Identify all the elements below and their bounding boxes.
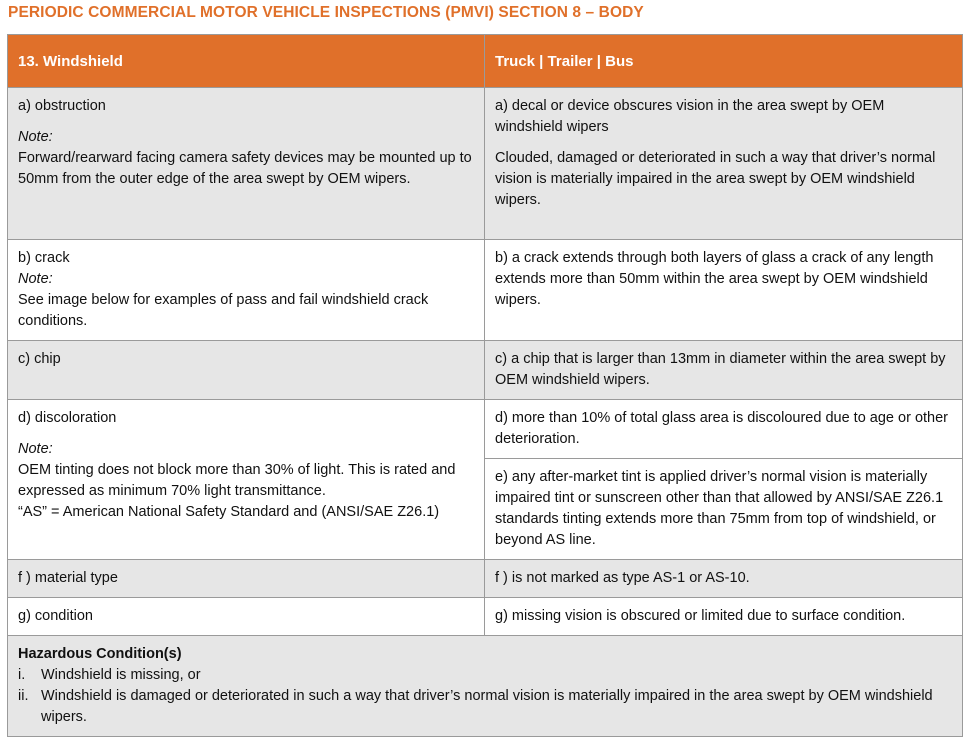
list-item-number: i. (18, 667, 26, 683)
criteria-text: e) any after-market tint is applied driver’s normal vision is materially impaired tint or sunscreen other than that allowed by ANSI/SAE Z26.1 standards tinting extends more than 75mm from top of windshield, or beyond AS line. (495, 469, 944, 548)
item-cell (8, 400, 485, 560)
table-row-discoloration (8, 400, 963, 459)
criteria-text: f ) is not marked as type AS-1 or AS-10. (495, 570, 750, 586)
criteria-text: b) a crack extends through both layers of glass a crack of any length extends more than 50mm within the area swept by OEM windshield wipers. (495, 250, 934, 308)
list-item-number: ii. (18, 688, 29, 704)
note-text: See image below for examples of pass and fail windshield crack conditions. (18, 292, 429, 329)
section-title: PERIODIC COMMERCIAL MOTOR VEHICLE INSPECTIONS (PMVI) SECTION 8 – BODY (8, 4, 644, 21)
criteria-cell (485, 459, 963, 560)
item-label: c) chip (18, 351, 61, 367)
criteria-cell (485, 598, 963, 636)
item-cell (8, 598, 485, 636)
item-label: f ) material type (18, 570, 118, 586)
criteria-cell (485, 400, 963, 459)
table-row-hazardous (8, 636, 963, 737)
note-label: Note: (18, 271, 53, 287)
hazardous-cell (8, 636, 963, 737)
list-item-text: Windshield is missing, or (41, 667, 201, 683)
criteria-text: d) more than 10% of total glass area is discoloured due to age or other deterioration. (495, 410, 948, 447)
criteria-text: Clouded, damaged or deteriorated in such a way that driver’s normal vision is materially impaired in the area swept by OEM windshield wipers. (495, 150, 936, 208)
table-row-chip (8, 341, 963, 400)
table-row-condition (8, 598, 963, 636)
item-cell (8, 341, 485, 400)
header-component: 13. Windshield (8, 35, 485, 88)
note-text: “AS” = American National Safety Standard and (ANSI/SAE Z26.1) (18, 504, 440, 520)
item-cell (8, 240, 485, 341)
item-label: d) discoloration (18, 410, 117, 426)
item-label: a) obstruction (18, 98, 106, 114)
note-text: Forward/rearward facing camera safety devices may be mounted up to 50mm from the outer edge of the area swept by OEM wipers. (18, 150, 472, 187)
table-row-obstruction (8, 88, 963, 240)
criteria-cell (485, 240, 963, 341)
criteria-cell (485, 560, 963, 598)
item-cell (8, 88, 485, 240)
criteria-text: c) a chip that is larger than 13mm in diameter within the area swept by OEM windshield wipers. (495, 351, 946, 388)
hazardous-list (18, 665, 952, 728)
list-item-text: Windshield is damaged or deteriorated in such a way that driver’s normal vision is materially impaired in the area swept by OEM windshield wipers. (41, 688, 933, 725)
note-text: OEM tinting does not block more than 30% of light. This is rated and expressed as minimum 70% light transmittance. (18, 462, 456, 499)
criteria-cell (485, 341, 963, 400)
hazardous-title: Hazardous Condition(s) (18, 646, 182, 662)
criteria-text: a) decal or device obscures vision in the area swept by OEM windshield wipers (495, 98, 885, 135)
item-label: b) crack (18, 250, 70, 266)
item-cell (8, 560, 485, 598)
list-item (18, 686, 952, 728)
table-row-crack (8, 240, 963, 341)
windshield-inspection-table (7, 34, 963, 737)
criteria-text: g) missing vision is obscured or limited due to surface condition. (495, 608, 906, 624)
note-label: Note: (18, 441, 53, 457)
table-header-row (8, 35, 963, 88)
list-item (18, 665, 952, 686)
item-label: g) condition (18, 608, 93, 624)
note-label: Note: (18, 129, 53, 145)
criteria-cell (485, 88, 963, 240)
table-row-material-type (8, 560, 963, 598)
header-vehicle-types: Truck | Trailer | Bus (485, 35, 963, 88)
